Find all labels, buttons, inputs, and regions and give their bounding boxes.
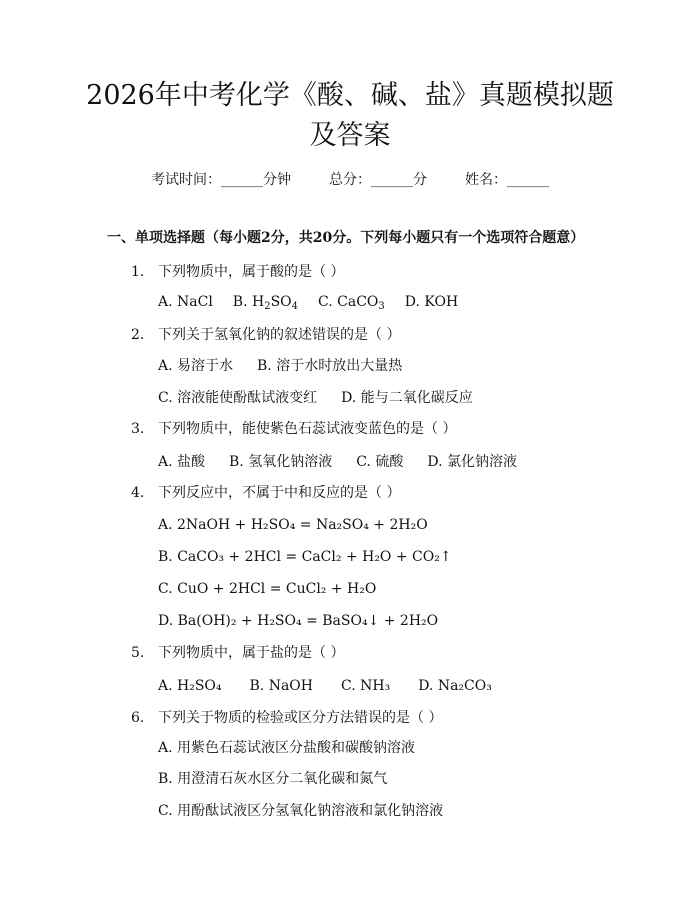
- question-6-option-a: A. 用紫色石蕊试液区分盐酸和碳酸钠溶液: [158, 740, 416, 756]
- option-b: B. NaOH: [249, 678, 313, 694]
- question-stem: 下列关于物质的检验或区分方法错误的是（ ）: [158, 710, 443, 726]
- question-stem: 下列物质中，能使紫色石蕊试液变蓝色的是（ ）: [158, 421, 457, 437]
- page-title-continued: 及答案: [309, 120, 391, 151]
- question-1-options: [158, 292, 458, 312]
- question-4-option-c: C. CuO + 2HCl = CuCl₂ + H₂O: [158, 581, 377, 597]
- exam-time-field: 考试时间：______分钟: [151, 172, 291, 188]
- question-5: [131, 643, 344, 663]
- question-2: [131, 325, 400, 345]
- page-title: 2026年中考化学《酸、碱、盐》真题模拟题: [86, 80, 614, 111]
- question-3-options: [158, 452, 517, 472]
- section-heading: 一、单项选择题（每小题2分，共20分。下列每小题只有一个选项符合题意）: [107, 230, 585, 246]
- question-stem: 下列关于氢氧化钠的叙述错误的是（ ）: [158, 327, 401, 343]
- question-6-option-b: B. 用澄清石灰水区分二氧化碳和氮气: [158, 771, 388, 787]
- question-2-options-row1: [158, 356, 402, 376]
- option-d: D. 能与二氧化碳反应: [341, 390, 473, 406]
- question-number: 3.: [131, 421, 145, 437]
- question-2-options-row2: [158, 388, 473, 408]
- question-4-option-a: A. 2NaOH + H₂SO₄ = Na₂SO₄ + 2H₂O: [158, 517, 428, 533]
- question-6-option-c: C. 用酚酞试液区分氢氧化钠溶液和氯化钠溶液: [158, 803, 444, 819]
- question-number: 6.: [131, 710, 145, 726]
- question-6: [131, 708, 442, 728]
- option-c: C. NH₃: [341, 678, 391, 694]
- option-d: D. KOH: [404, 294, 459, 310]
- question-4: [131, 483, 400, 503]
- total-score-field: 总分：______分: [329, 172, 427, 188]
- question-4-option-d: D. Ba(OH)₂ + H₂SO₄ = BaSO₄↓ + 2H₂O: [158, 613, 439, 629]
- option-c: C. CaCO$_3$: [318, 294, 385, 312]
- option-b: B. 氢氧化钠溶液: [229, 454, 333, 470]
- option-c: C. 溶液能使酚酞试液变红: [158, 390, 318, 406]
- question-number: 5.: [131, 645, 145, 661]
- name-field: 姓名：______: [465, 172, 549, 188]
- question-stem: 下列物质中，属于盐的是（ ）: [158, 645, 345, 661]
- option-a: A. 易溶于水: [158, 358, 234, 374]
- question-stem: 下列反应中，不属于中和反应的是（ ）: [158, 485, 401, 501]
- option-a: A. H₂SO₄: [158, 678, 222, 694]
- question-1: [131, 262, 344, 282]
- question-number: 1.: [131, 264, 145, 280]
- exam-info-line: [0, 170, 700, 190]
- option-d: D. 氯化钠溶液: [427, 454, 517, 470]
- option-b: B. $H_2SO_4$: [232, 294, 299, 312]
- option-d: D. Na₂CO₃: [418, 678, 492, 694]
- option-a: A. NaCl: [158, 294, 213, 310]
- question-4-option-b: B. CaCO₃ + 2HCl = CaCl₂ + H₂O + CO₂↑: [158, 549, 452, 565]
- question-stem: 下列物质中，属于酸的是（ ）: [158, 264, 345, 280]
- question-number: 2.: [131, 327, 145, 343]
- question-number: 4.: [131, 485, 145, 501]
- option-c: C. 硫酸: [356, 454, 404, 470]
- question-3: [131, 419, 456, 439]
- question-5-options: [158, 676, 492, 696]
- option-b: B. 溶于水时放出大量热: [257, 358, 403, 374]
- option-a: A. 盐酸: [158, 454, 206, 470]
